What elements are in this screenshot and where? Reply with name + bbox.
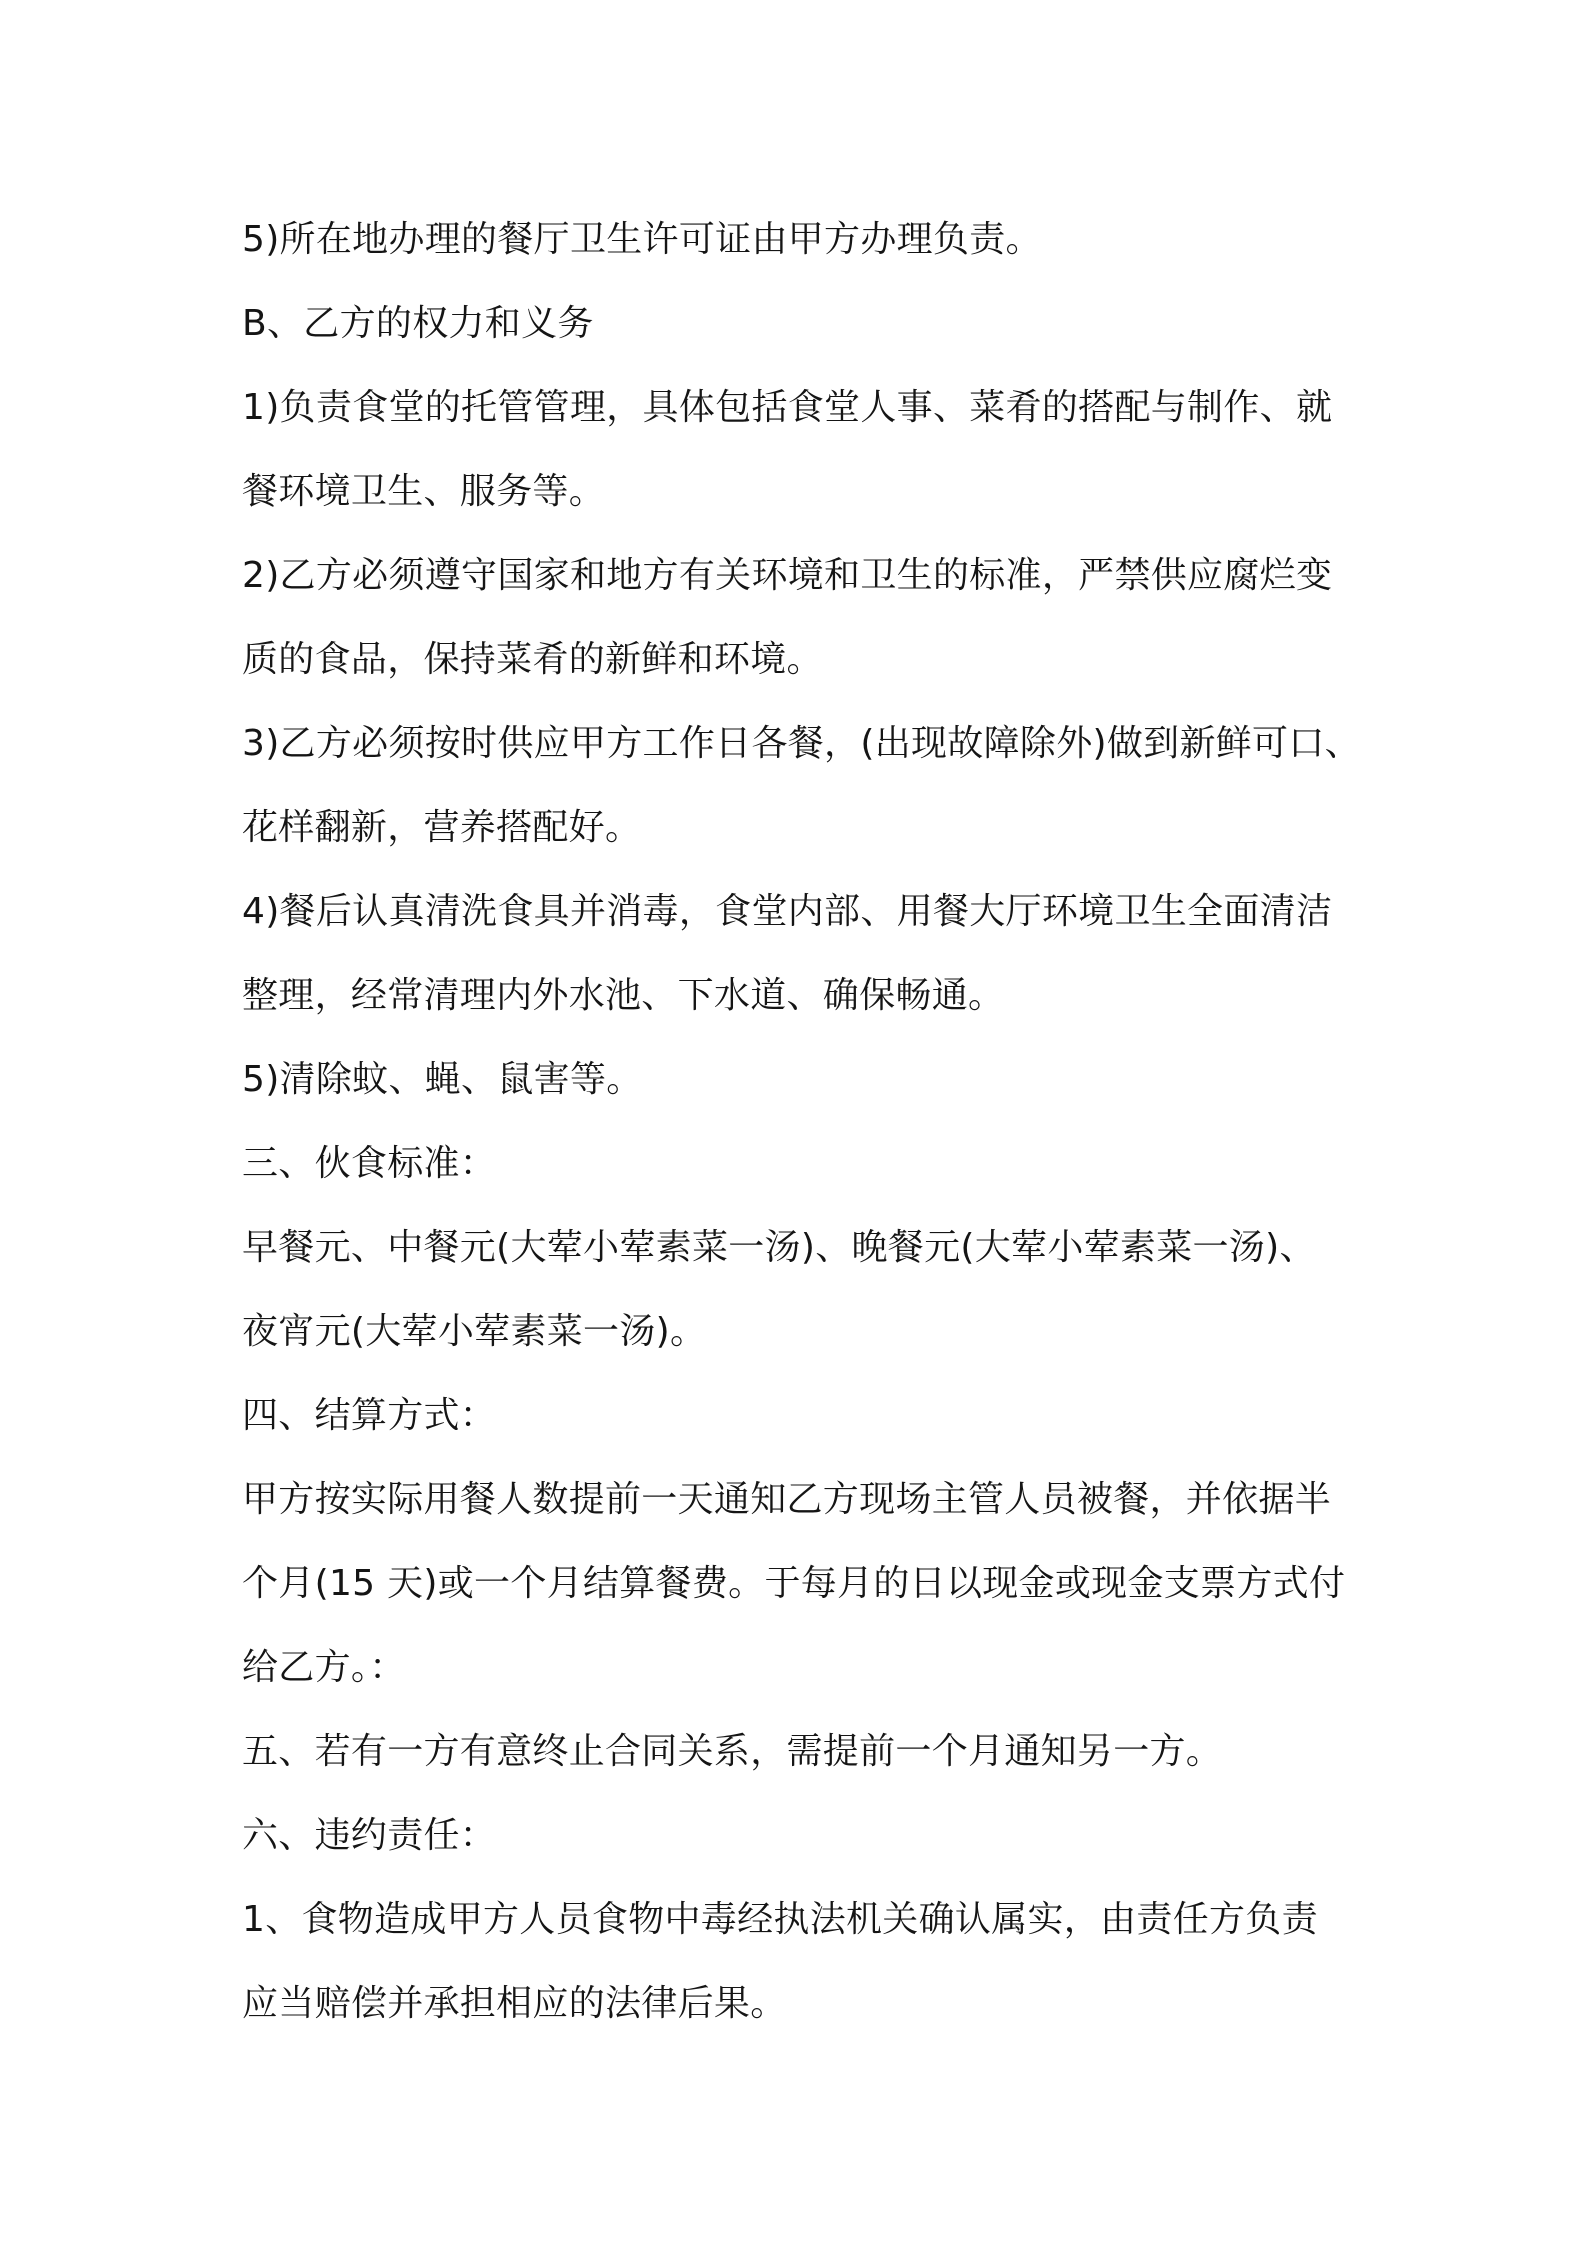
text-line: 2)乙方必须遵守国家和地方有关环境和卫生的标准，严禁供应腐烂变 — [242, 555, 1333, 596]
text-line: 整理，经常清理内外水池、下水道、确保畅通。 — [242, 975, 1005, 1016]
text-line: 给乙方。： — [242, 1647, 406, 1688]
section-heading: 六、违约责任： — [242, 1815, 497, 1856]
section-heading: 五、若有一方有意终止合同关系，需提前一个月通知另一方。 — [242, 1731, 1223, 1772]
text-line: 个月(15 天)或一个月结算餐费。于每月的日以现金或现金支票方式付 — [242, 1563, 1346, 1604]
text-line: 应当赔偿并承担相应的法律后果。 — [242, 1983, 787, 2024]
text-line: 1、食物造成甲方人员食物中毒经执法机关确认属实，由责任方负责 — [242, 1899, 1318, 1940]
section-heading: 三、伙食标准： — [242, 1143, 497, 1184]
text-line: 夜宵元(大荤小荤素菜一汤)。 — [242, 1311, 707, 1352]
text-line: 质的食品，保持菜肴的新鲜和环境。 — [242, 639, 823, 680]
text-line: 餐环境卫生、服务等。 — [242, 471, 606, 512]
text-line: 3)乙方必须按时供应甲方工作日各餐，(出现故障除外)做到新鲜可口、 — [242, 723, 1361, 764]
document-body — [242, 198, 1382, 2046]
section-heading: B、乙方的权力和义务 — [242, 303, 594, 344]
text-line: 5)所在地办理的餐厅卫生许可证由甲方办理负责。 — [242, 219, 1042, 260]
text-line: 4)餐后认真清洗食具并消毒，食堂内部、用餐大厅环境卫生全面清洁 — [242, 891, 1333, 932]
text-line: 1)负责食堂的托管管理，具体包括食堂人事、菜肴的搭配与制作、就 — [242, 387, 1333, 428]
text-line: 甲方按实际用餐人数提前一天通知乙方现场主管人员被餐，并依据半 — [242, 1479, 1332, 1520]
text-line: 5)清除蚊、蝇、鼠害等。 — [242, 1059, 643, 1100]
text-line: 花样翻新，营养搭配好。 — [242, 807, 642, 848]
section-heading: 四、结算方式： — [242, 1395, 497, 1436]
text-line: 早餐元、中餐元(大荤小荤素菜一汤)、晚餐元(大荤小荤素菜一汤)、 — [242, 1227, 1316, 1268]
